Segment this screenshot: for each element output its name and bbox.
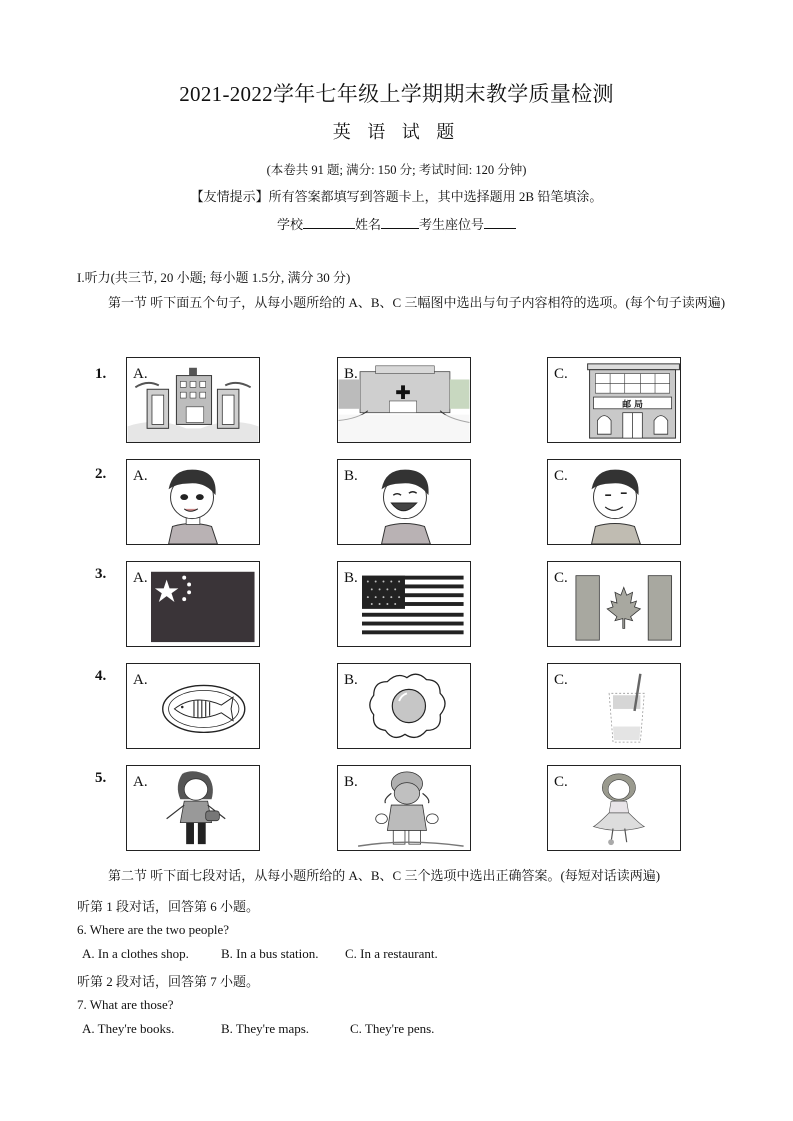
post-office-sign: 邮 局 [622,399,643,410]
answer-option[interactable]: B. They're maps. [221,1021,310,1036]
picture-option[interactable] [337,561,471,647]
picture-option[interactable] [547,561,681,647]
option-label: C. [554,672,568,688]
picture-option[interactable] [126,357,260,443]
option-label: B. [344,468,358,484]
dialogue-intro: 听第 2 段对话，回答第 7 小题。 [77,974,260,989]
picture-option[interactable] [126,459,260,545]
option-label: C. [554,774,568,790]
option-label: A. [133,672,148,688]
boy-laughing-icon [338,460,470,544]
friendly-tip: 【友情提示】所有答案都填写到答题卡上，其中选择题用 2B 铅笔填涂。 [190,189,603,204]
name-blank [381,216,419,229]
question-number: 3. [95,566,107,582]
hospital-building-icon [338,358,470,442]
post-office-icon [548,358,680,442]
option-label: A. [133,774,148,790]
exam-meta: (本卷共 91 题; 满分: 150 分; 考试时间: 120 分钟) [266,163,527,177]
option-label: B. [344,570,358,586]
picture-option[interactable] [337,765,471,851]
dialogue-intro: 听第 1 段对话，回答第 6 小题。 [77,899,260,914]
part1-instructions: 第一节 听下面五个句子，从每小题所给的 A、B、C 三幅图中选出与句子内容相符的选项。(每个句子读两遍) [108,295,726,310]
picture-option[interactable] [126,561,260,647]
exam-title: 2021-2022学年七年级上学期期末教学质量检测 [179,82,614,106]
answer-option[interactable]: A. In a clothes shop. [82,946,189,961]
picture-option[interactable] [547,663,681,749]
school-label: 学校 [276,217,303,232]
name-label: 姓名 [354,217,381,232]
student-info-fields [0,214,793,233]
answer-option[interactable]: C. In a restaurant. [345,946,438,961]
answer-option[interactable]: A. They're books. [82,1021,175,1036]
picture-option[interactable] [547,357,681,443]
boy-grinning-icon [548,460,680,544]
girl-in-dress-icon [548,766,680,850]
glass-of-milk-icon [548,664,680,748]
exam-subtitle: 英 语 试 题 [332,122,461,142]
picture-option[interactable] [337,459,471,545]
option-label: C. [554,366,568,382]
picture-option[interactable] [126,663,260,749]
fried-egg-icon [338,664,470,748]
option-label: A. [133,468,148,484]
picture-option[interactable] [547,459,681,545]
option-label: C. [554,468,568,484]
option-label: A. [133,570,148,586]
seat-label: 考生座位号 [419,217,485,232]
question-number: 5. [95,770,107,786]
option-label: B. [344,366,358,382]
picture-option[interactable] [126,765,260,851]
question-text: 7. What are those? [77,997,174,1012]
question-number: 2. [95,466,107,482]
picture-option[interactable] [547,765,681,851]
option-label: B. [344,672,358,688]
picture-option[interactable] [337,663,471,749]
canada-flag-icon [548,562,680,646]
question-number: 1. [95,366,107,382]
usa-flag-icon [338,562,470,646]
part2-instructions: 第二节 听下面七段对话，从每小题所给的 A、B、C 三个选项中选出正确答案。(每短对话读两遍) [108,868,661,883]
picture-option[interactable] [337,357,471,443]
option-label: B. [344,774,358,790]
question-text: 6. Where are the two people? [77,922,230,937]
school-blank [303,216,355,229]
answer-option[interactable]: B. In a bus station. [221,946,319,961]
option-label: A. [133,366,148,382]
answer-option[interactable]: C. They're pens. [350,1021,435,1036]
child-in-coat-icon [338,766,470,850]
option-label: C. [554,570,568,586]
seat-blank [484,216,516,229]
listening-section-heading: I.听力(共三节, 20 小题; 每小题 1.5分, 满分 30 分) [77,270,351,285]
question-number: 4. [95,668,107,684]
